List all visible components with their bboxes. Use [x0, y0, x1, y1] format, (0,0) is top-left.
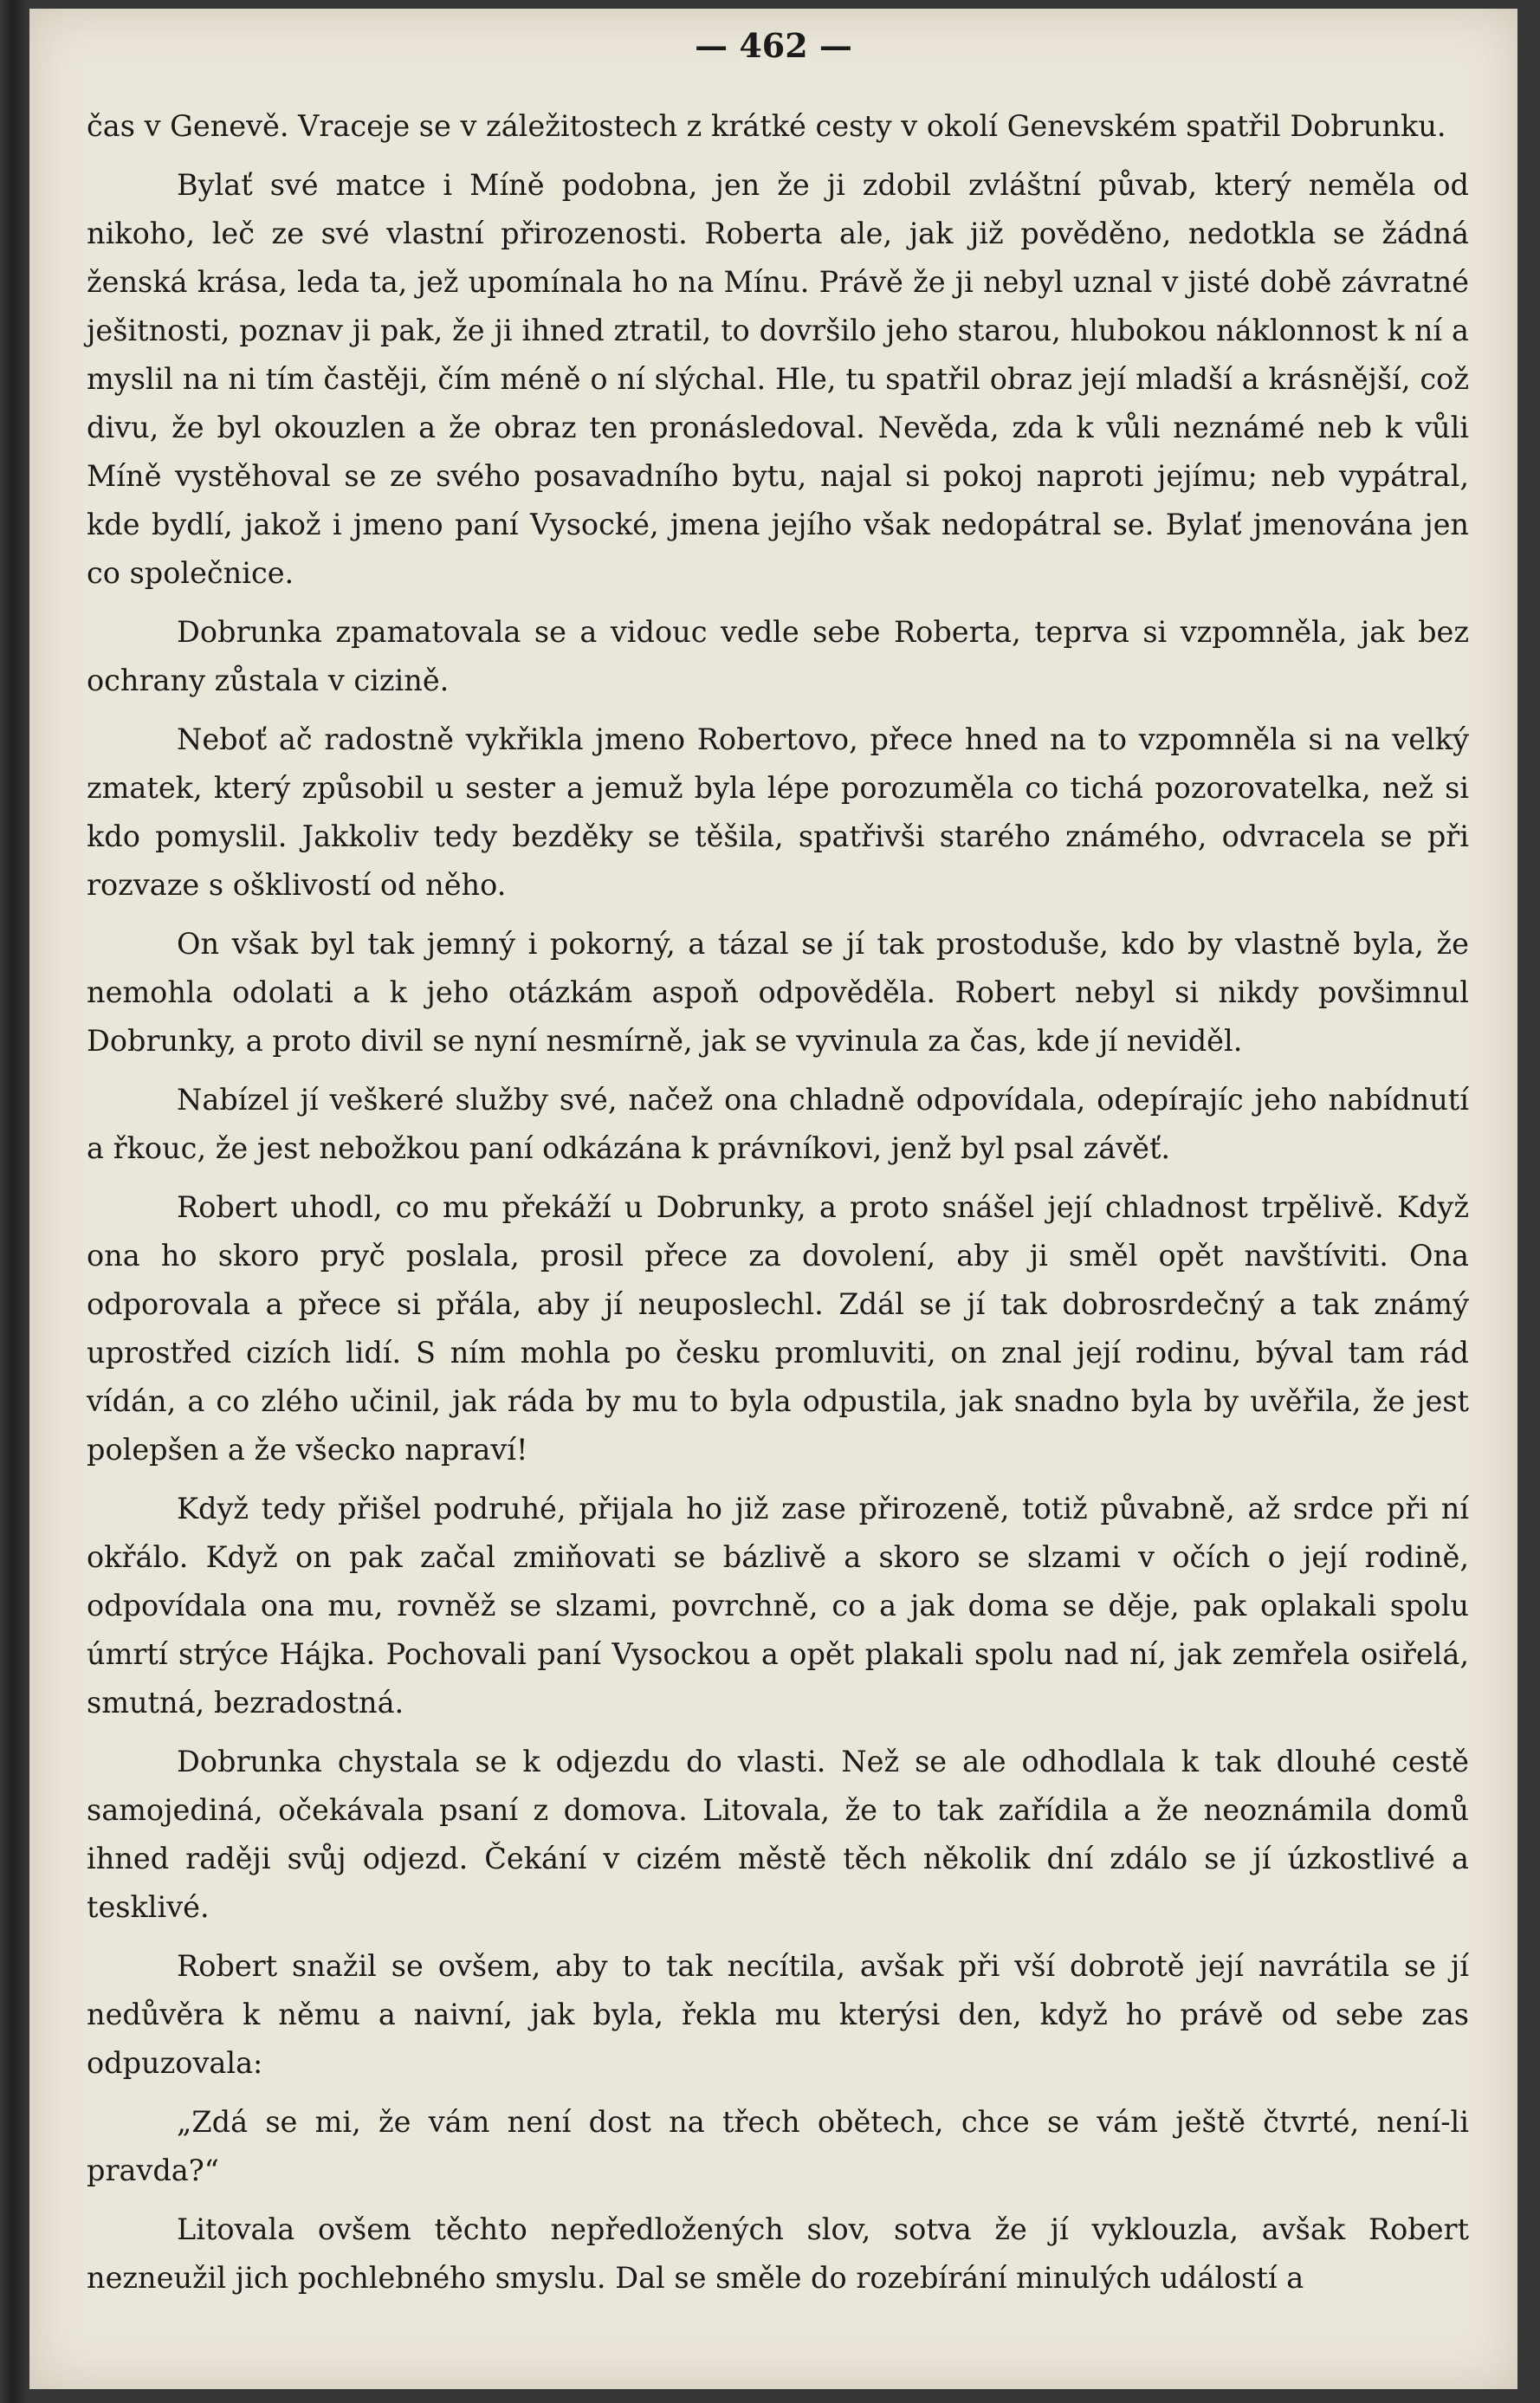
paragraph: On však byl tak jemný i pokorný, a tázal se jí tak prostoduše, kdo by vlastně byla, že nemohla odolati a k jeho otázkám aspoň odpověděla. Robert nebyl si nikdy povšimnul Dobrunky, a proto divil se nyní nesmírně, jak se vyvinula za čas, kde jí neviděl.	[87, 927, 1469, 1058]
page-text	[87, 102, 1469, 2313]
paragraph: Litovala ovšem těchto nepředložených slov, sotva že jí vyklouzla, avšak Robert nezneužil jich pochlebného smyslu. Dal se směle do rozebírání minulých událostí a	[87, 2212, 1469, 2295]
paragraph: Nabízel jí veškeré služby své, načež ona chladně odpovídala, odepírajíc jeho nabídnutí a řkouc, že jest nebožkou paní odkázána k právníkovi, jenž byl psal závěť.	[87, 1083, 1469, 1165]
paragraph: Robert snažil se ovšem, aby to tak necítila, avšak při vší dobrotě její navrátila se jí nedůvěra k němu a naivní, jak byla, řekla mu kterýsi den, když ho právě od sebe zas odpuzovala:	[87, 1949, 1469, 2080]
paragraph: Dobrunka chystala se k odjezdu do vlasti. Než se ale odhodlala k tak dlouhé cestě samojediná, očekávala psaní z domova. Litovala, že to tak zařídila a že neoznámila domů ihned raději svůj odjezd. Čekání v cizém městě těch několik dní zdálo se jí úzkostlivé a tesklivé.	[87, 1745, 1469, 1924]
page-number: — 462 —	[695, 26, 852, 65]
paragraph: „Zdá se mi, že vám není dost na třech obětech, chce se vám ještě čtvrté, není-li pravda?“	[87, 2105, 1469, 2187]
paragraph: Dobrunka zpamatovala se a vidouc vedle sebe Roberta, teprva si vzpomněla, jak bez ochrany zůstala v cizině.	[87, 615, 1469, 697]
book-page	[29, 9, 1517, 2389]
paragraph: Bylať své matce i Míně podobna, jen že ji zdobil zvláštní půvab, který neměla od nikoho, leč ze své vlastní přirozenosti. Roberta ale, jak již pověděno, nedotkla se žádná ženská krása, leda ta, jež upomínala ho na Mínu. Právě že ji nebyl uznal v jisté době závratné ješitnosti, poznav ji pak, že ji ihned ztratil, to dovršilo jeho starou, hlubokou náklonnost k ní a myslil na ni tím častěji, čím méně o ní slýchal. Hle, tu spatřil obraz její mladší a krásnější, což divu, že byl okouzlen a že obraz ten pronásledoval. Nevěda, zda k vůli neznámé neb k vůli Míně vystěhoval se ze svého posavadního bytu, najal si pokoj naproti jejímu; neb vypátral, kde bydlí, jakož i jmeno paní Vysocké, jmena jejího však nedopátral se. Bylať jmenována jen co společnice.	[87, 168, 1469, 590]
paragraph: Robert uhodl, co mu překáží u Dobrunky, a proto snášel její chladnost trpělivě. Když ona ho skoro pryč poslala, prosil přece za dovolení, aby ji směl opět navštíviti. Ona odporovala a přece si přála, aby jí neuposlechl. Zdál se jí tak dobrosrdečný a tak známý uprostřed cizích lidí. S ním mohla po česku promluviti, on znal její rodinu, býval tam rád vídán, a co zlého učinil, jak ráda by mu to byla odpustila, jak snadno byla by uvěřila, že jest polepšen a že všecko napraví!	[87, 1190, 1469, 1467]
paragraph: Neboť ač radostně vykřikla jmeno Robertovo, přece hned na to vzpomněla si na velký zmatek, který způsobil u sester a jemuž byla lépe porozuměla co tichá pozorovatelka, než si kdo pomyslil. Jakkoliv tedy bezděky se těšila, spatřivši starého známého, odvracela se při rozvaze s ošklivostí od něho.	[87, 722, 1469, 902]
paragraph: Když tedy přišel podruhé, přijala ho již zase přirozeně, totiž půvabně, až srdce při ní okřálo. Když on pak začal zmiňovati se bázlivě a skoro se slzami v očích o její rodině, odpovídala ona mu, rovněž se slzami, povrchně, co a jak doma se děje, pak oplakali spolu úmrtí strýce Hájka. Pochovali paní Vysockou a opět plakali spolu nad ní, jak zemřela osiřelá, smutná, bezradostná.	[87, 1492, 1469, 1720]
paragraph: čas v Genevě. Vraceje se v záležitostech z krátké cesty v okolí Genevském spatřil Dobrunku.	[87, 109, 1446, 143]
